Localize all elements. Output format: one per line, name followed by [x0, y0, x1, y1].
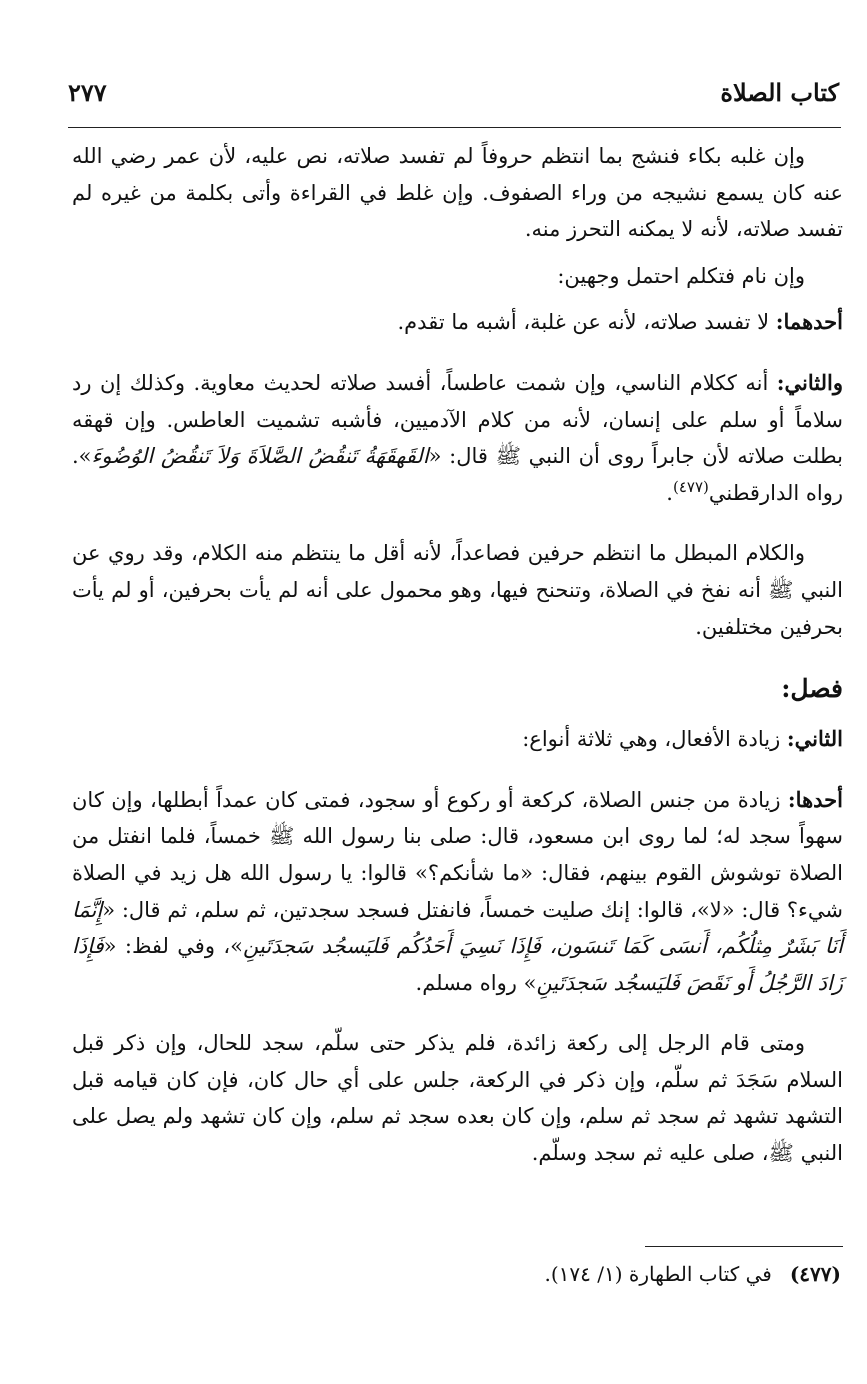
footnote — [544, 1258, 841, 1290]
paragraph: والكلام المبطل ما انتظم حرفين فصاعداً، لأنه أقل ما ينتظم منه الكلام، وقد روي عن النبي ﷺ أنه نفخ في الصلاة، وتنحنح فيها، وهو محمول على أنه لم يأت بحرفين، أو لم يأت بحرفين مختلفين. — [72, 541, 843, 639]
paragraph: وإن نام فتكلم احتمل وجهين: — [557, 263, 805, 288]
hadith-quote: القَهقَهَةُ تَنقُضُ الصَّلاَةَ وَلاَ تَنقُضُ الوُضُوءَ — [91, 444, 429, 469]
paragraph: الثاني: زيادة الأفعال، وهي ثلاثة أنواع: — [522, 726, 843, 752]
page-number: ٢٧٧ — [68, 77, 107, 107]
footnote-ref: (٤٧٧) — [672, 477, 709, 496]
paragraph: وإن غلبه بكاء فنشج بما انتظم حروفاً لم تفسد صلاته، نص عليه، لأن عمر رضي الله عنه كان يسمع نشيجه من وراء الصفوف. وإن غلط في القراءة وأتى بكلمة من غيره لم تفسد صلاته، لأنه لا يمكنه التحرز منه. — [72, 144, 843, 242]
paragraph-lead: أحدها: — [787, 786, 843, 812]
footnote-rule — [645, 1246, 843, 1247]
footnote-number: (٤٧٧) — [789, 1262, 841, 1286]
page-header — [68, 74, 839, 110]
paragraph: ومتى قام الرجل إلى ركعة زائدة، فلم يذكر حتى سلّم، سجد للحال، وإن ذكر قبل السلام سَجَدَ ثم سلّم، وإن ذكر في الركعة، جلس على أي حال كان، فإن كان قيامه قبل التشهد تشهد ثم سجد ثم سلم، وإن كان بعده سجد ثم سلم، وإن كان تشهد ولم يصل على النبي ﷺ، صلى عليه ثم سجد وسلّم. — [72, 1031, 843, 1166]
section-heading: فصل: — [781, 674, 843, 704]
footnote-text: في كتاب الطهارة (١/ ١٧٤). — [544, 1262, 772, 1286]
paragraph-lead: أحدهما: — [775, 309, 843, 335]
paragraph: أحدهما: لا تفسد صلاته، لأنه عن غلبة، أشبه ما تقدم. — [397, 309, 843, 335]
paragraph: أحدها: زيادة من جنس الصلاة، كركعة أو ركوع أو سجود، فمتى كان عمداً أبطلها، وإن كان سهواً سجد له؛ لما روى ابن مسعود، قال: صلى بنا رسول الله ﷺ خمساً، فلما انفتل من الصلاة توشوش القوم بينهم، فقال: «ما شأنكم؟» قالوا: يا رسول الله هل زيد في الصلاة شيء؟ قال: «لا»، قالوا: إنك صليت خمساً، فانفتل فسجد سجدتين، ثم سلم، ثم قال: «إِنَّمَا أَنَا بَشَرٌ مِثلُكُم، أَنسَى كَمَا تَنسَون، فَإِذَا نَسِيَ أَحَدُكُم فَليَسجُد سَجدَتَينِ»، وفي لفظ: «فَإِذَا زَادَ الرَّجُلُ أَو نَقَصَ فَليَسجُد سَجدَتَينِ» رواه مسلم. — [72, 786, 843, 995]
paragraph-lead: الثاني: — [786, 726, 843, 752]
paragraph: والثاني: أنه ككلام الناسي، وإن شمت عاطساً، أفسد صلاته لحديث معاوية. وكذلك إن رد سلاماً أو سلم على إنسان، لأنه من كلام الآدميين، فأشبه تشميت العاطس. وإن قهقه بطلت صلاته لأن جابراً روى أن النبي ﷺ قال: «القَهقَهَةُ تَنقُضُ الصَّلاَةَ وَلاَ تَنقُضُ الوُضُوءَ». رواه الدارقطني$^{(٤٧٧)}$. — [72, 369, 843, 505]
hadith-quote: إِنَّمَا أَنَا بَشَرٌ مِثلُكُم، أَنسَى كَمَا تَنسَون، فَإِذَا نَسِيَ أَحَدُكُم فَليَسجُد سَجدَتَينِ — [72, 897, 843, 959]
paragraph-lead: والثاني: — [776, 369, 843, 395]
book-title: كتاب الصلاة — [720, 77, 839, 107]
hadith-quote: فَإِذَا زَادَ الرَّجُلُ أَو نَقَصَ فَليَسجُد سَجدَتَينِ — [72, 934, 843, 995]
page-body — [72, 138, 843, 1172]
header-rule — [68, 127, 841, 128]
